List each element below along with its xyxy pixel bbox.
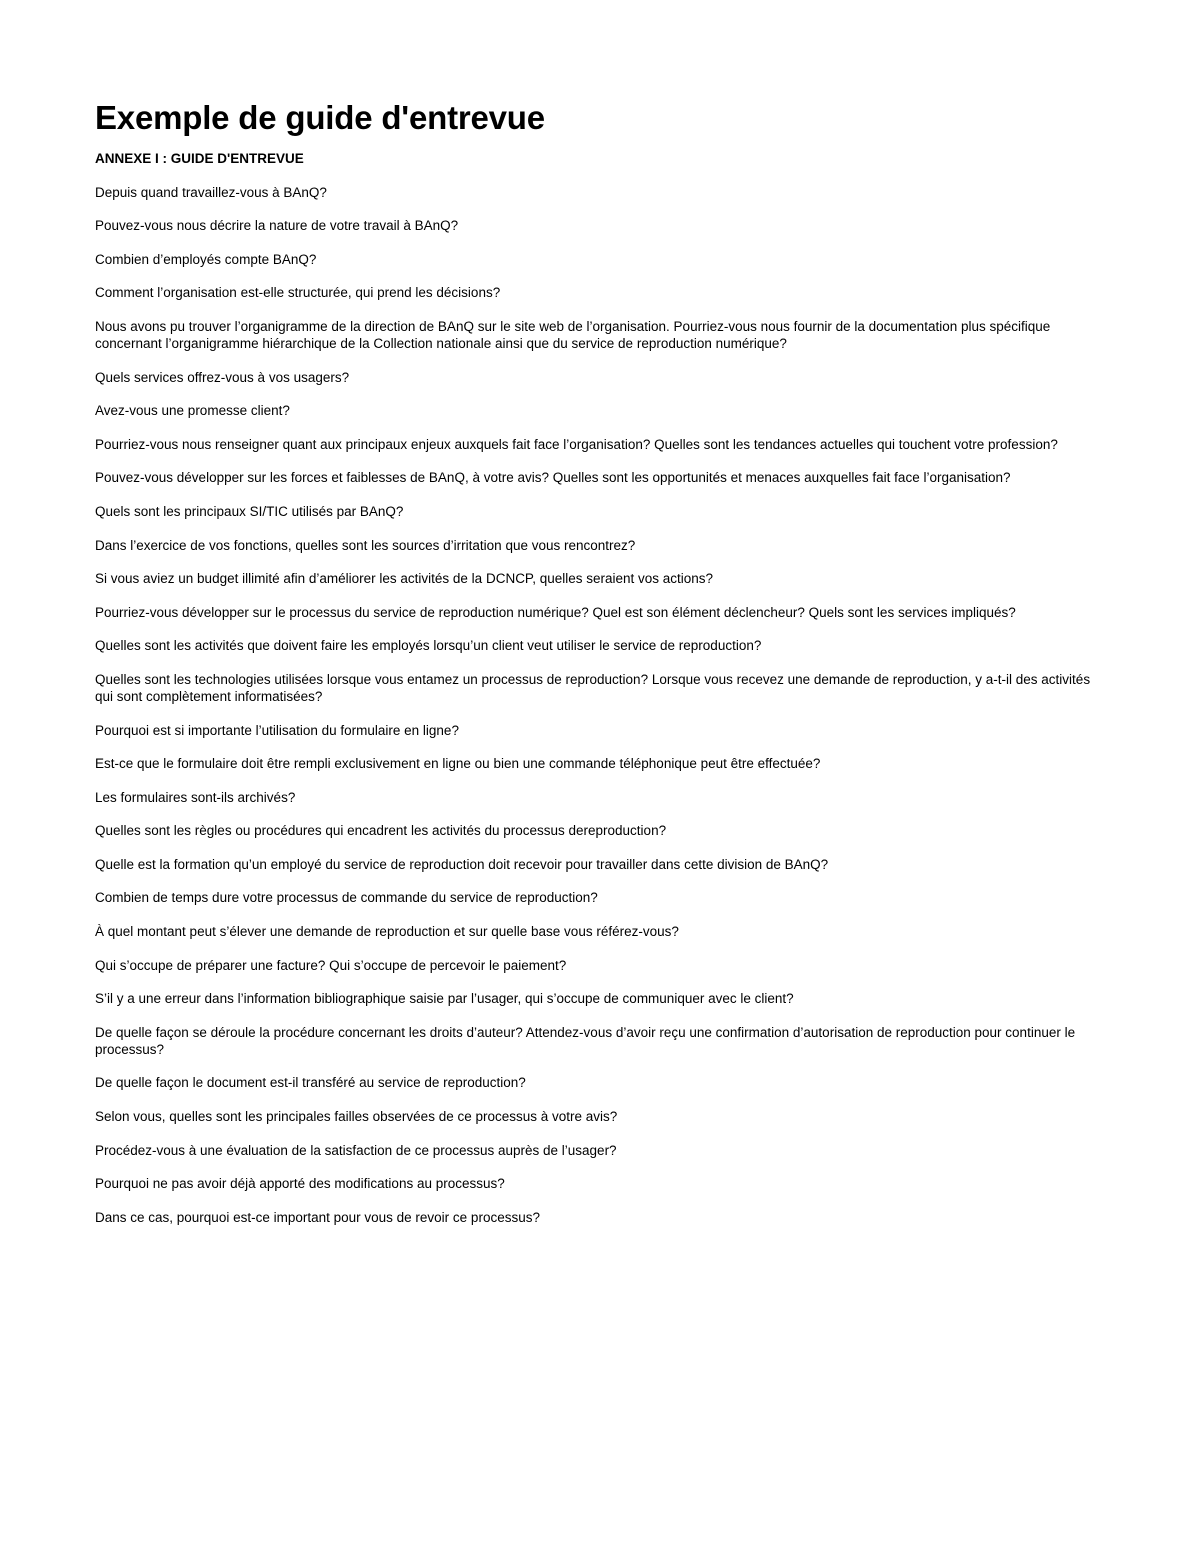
question-item: De quelle façon le document est-il transféré au service de reproduction? (95, 1075, 526, 1091)
question-item: Quels sont les principaux SI/TIC utilisés par BAnQ? (95, 503, 404, 519)
question-item: Combien de temps dure votre processus de commande du service de reproduction? (95, 890, 598, 906)
section-heading: ANNEXE I : GUIDE D'ENTREVUE (95, 151, 304, 166)
document-page (95, 96, 1105, 1226)
question-item: Selon vous, quelles sont les principales failles observées de ce processus à votre avis? (95, 1109, 618, 1125)
question-item: Pourriez-vous nous renseigner quant aux principaux enjeux auxquels fait face l’organisation? Quelles sont les tendances actuelles qui touchent votre profession? (95, 436, 1058, 452)
question-item: Procédez-vous à une évaluation de la satisfaction de ce processus auprès de l’usager? (95, 1142, 617, 1158)
question-list (95, 184, 1105, 1226)
question-item: À quel montant peut s’élever une demande de reproduction et sur quelle base vous référez-vous? (95, 924, 679, 940)
question-item: S’il y a une erreur dans l’information bibliographique saisie par l’usager, qui s’occupe de communiquer avec le client? (95, 991, 794, 1007)
question-item: Quelles sont les technologies utilisées lorsque vous entamez un processus de reproduction? Lorsque vous recevez une demande de reproduction, y a-t-il des activités qui sont complètement informatisées? (95, 671, 1091, 704)
question-item: Pouvez-vous développer sur les forces et faiblesses de BAnQ, à votre avis? Quelles sont les opportunités et menaces auxquelles fait face l’organisation? (95, 470, 1011, 486)
question-item: Si vous aviez un budget illimité afin d’améliorer les activités de la DCNCP, quelles seraient vos actions? (95, 571, 714, 587)
question-item: Dans l’exercice de vos fonctions, quelles sont les sources d’irritation que vous rencontrez? (95, 537, 636, 553)
question-item: Avez-vous une promesse client? (95, 403, 290, 419)
question-item: Combien d’employés compte BAnQ? (95, 251, 317, 267)
question-item: Dans ce cas, pourquoi est-ce important pour vous de revoir ce processus? (95, 1209, 540, 1225)
question-item: Est-ce que le formulaire doit être rempli exclusivement en ligne ou bien une commande téléphonique peut être effectuée? (95, 756, 821, 772)
question-item: Depuis quand travaillez-vous à BAnQ? (95, 184, 327, 200)
question-item: Comment l’organisation est-elle structurée, qui prend les décisions? (95, 285, 501, 301)
question-item: De quelle façon se déroule la procédure concernant les droits d’auteur? Attendez-vous d’avoir reçu une confirmation d’autorisation de reproduction pour continuer le processus? (95, 1024, 1076, 1057)
question-item: Qui s’occupe de préparer une facture? Qui s’occupe de percevoir le paiement? (95, 957, 567, 973)
question-item: Pourriez-vous développer sur le processus du service de reproduction numérique? Quel est son élément déclencheur? Quels sont les services impliqués? (95, 604, 1016, 620)
question-item: Quelle est la formation qu’un employé du service de reproduction doit recevoir pour travailler dans cette division de BAnQ? (95, 856, 829, 872)
question-item: Les formulaires sont-ils archivés? (95, 789, 296, 805)
question-item: Quelles sont les activités que doivent faire les employés lorsqu’un client veut utiliser le service de reproduction? (95, 638, 762, 654)
question-item: Pourquoi est si importante l’utilisation du formulaire en ligne? (95, 722, 459, 738)
page-title: Exemple de guide d'entrevue (95, 99, 545, 136)
question-item: Pourquoi ne pas avoir déjà apporté des modifications au processus? (95, 1176, 505, 1192)
question-item: Quels services offrez-vous à vos usagers? (95, 369, 350, 385)
question-item: Quelles sont les règles ou procédures qui encadrent les activités du processus dereproduction? (95, 823, 667, 839)
question-item: Nous avons pu trouver l’organigramme de la direction de BAnQ sur le site web de l’organisation. Pourriez-vous nous fournir de la documentation plus spécifique concernant l’organigramme hiérarchique de la Collection nationale ainsi que du service de reproduction numérique? (95, 318, 1051, 351)
question-item: Pouvez-vous nous décrire la nature de votre travail à BAnQ? (95, 218, 459, 234)
